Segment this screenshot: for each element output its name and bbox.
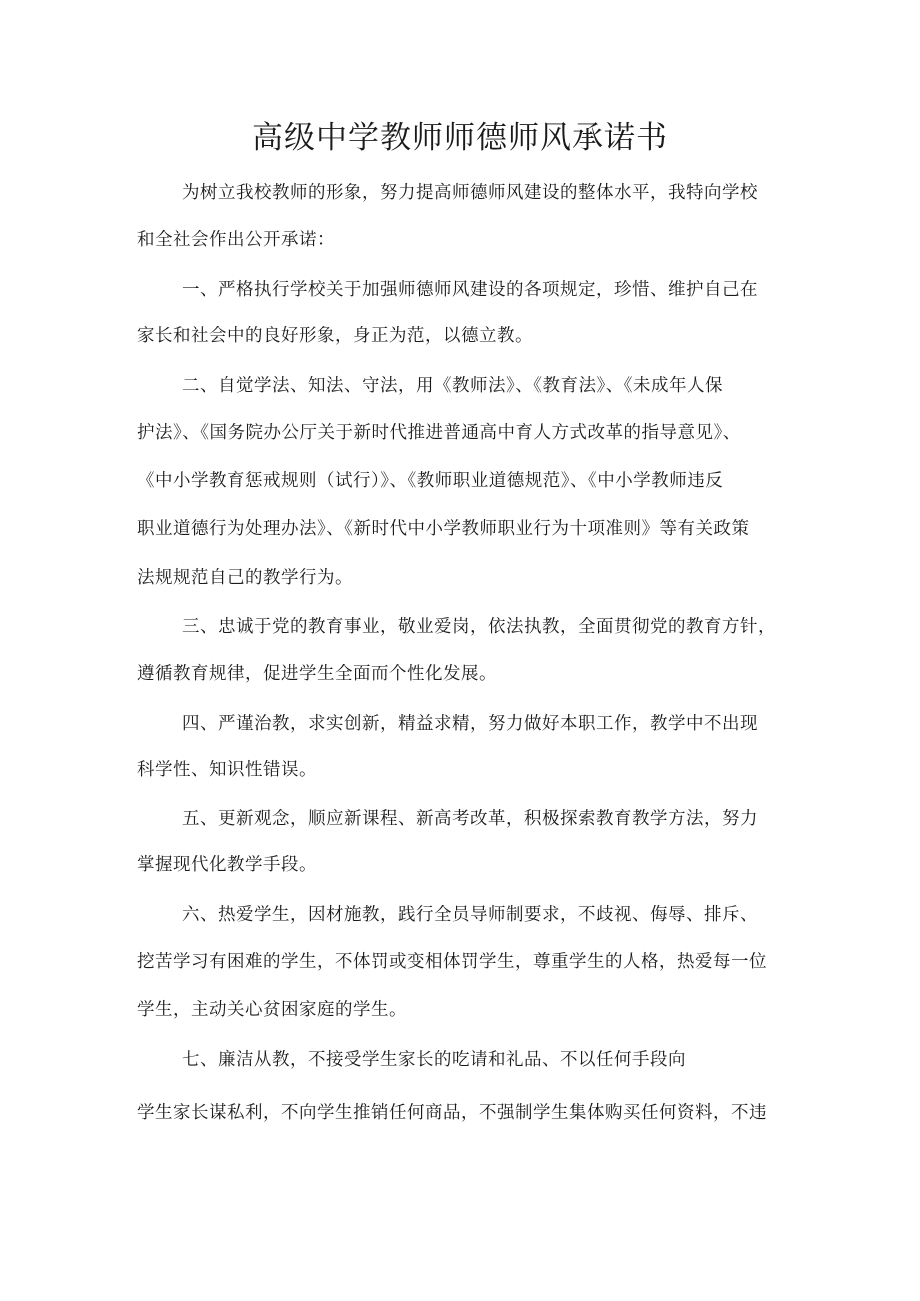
item-5-line-2: 掌握现代化教学手段。 [137, 855, 317, 875]
item-1-line-2: 家长和社会中的良好形象，身正为范，以德立教。 [137, 326, 533, 346]
item-2-line-1: 二、自觉学法、知法、守法，用《教师法》、《教育法》、《未成年人保 [182, 376, 723, 396]
item-2-line-3: 《中小学教育惩戒规则（试行）》、《教师职业道德规范》、《中小学教师违反 [137, 471, 724, 491]
item-2-line-5: 法规规范自己的教学行为。 [137, 568, 353, 588]
item-4-line-2: 科学性、知识性错误。 [137, 760, 317, 780]
item-3-line-1: 三、忠诚于党的教育事业，敬业爱岗，依法执教，全面贯彻党的教育方针， [182, 617, 776, 637]
item-6-line-1: 六、热爱学生，因材施教，践行全员导师制要求，不歧视、侮辱、排斥、 [182, 905, 758, 925]
item-3-line-2: 遵循教育规律，促进学生全面而个性化发展。 [137, 664, 497, 684]
document-title: 高级中学教师师德师风承诺书 [252, 120, 668, 156]
item-2-line-4: 职业道德行为处理办法》、《新时代中小学教师职业行为十项准则》等有关政策 [137, 519, 750, 539]
item-5-line-1: 五、更新观念，顺应新课程、新高考改革，积极探索教育教学方法，努力 [182, 809, 758, 829]
item-2-line-2: 护法》、《国务院办公厅关于新时代推进普通高中育人方式改革的指导意见》、 [137, 423, 741, 443]
intro-line-1: 为树立我校教师的形象，努力提高师德师风建设的整体水平，我特向学校 [182, 183, 758, 203]
item-7-line-1: 七、廉洁从教，不接受学生家长的吃请和礼品、不以任何手段向 [182, 1050, 686, 1070]
item-7-line-2: 学生家长谋私利，不向学生推销任何商品，不强制学生集体购买任何资料，不违 [137, 1103, 767, 1123]
item-4-line-1: 四、严谨治教，求实创新，精益求精，努力做好本职工作，教学中不出现 [182, 714, 758, 734]
item-6-line-3: 学生，主动关心贫困家庭的学生。 [137, 1000, 407, 1020]
item-1-line-1: 一、严格执行学校关于加强师德师风建设的各项规定，珍惜、维护自己在 [182, 280, 758, 300]
item-6-line-2: 挖苦学习有困难的学生，不体罚或变相体罚学生，尊重学生的人格，热爱每一位 [137, 952, 767, 972]
intro-line-2: 和全社会作出公开承诺： [137, 230, 335, 250]
